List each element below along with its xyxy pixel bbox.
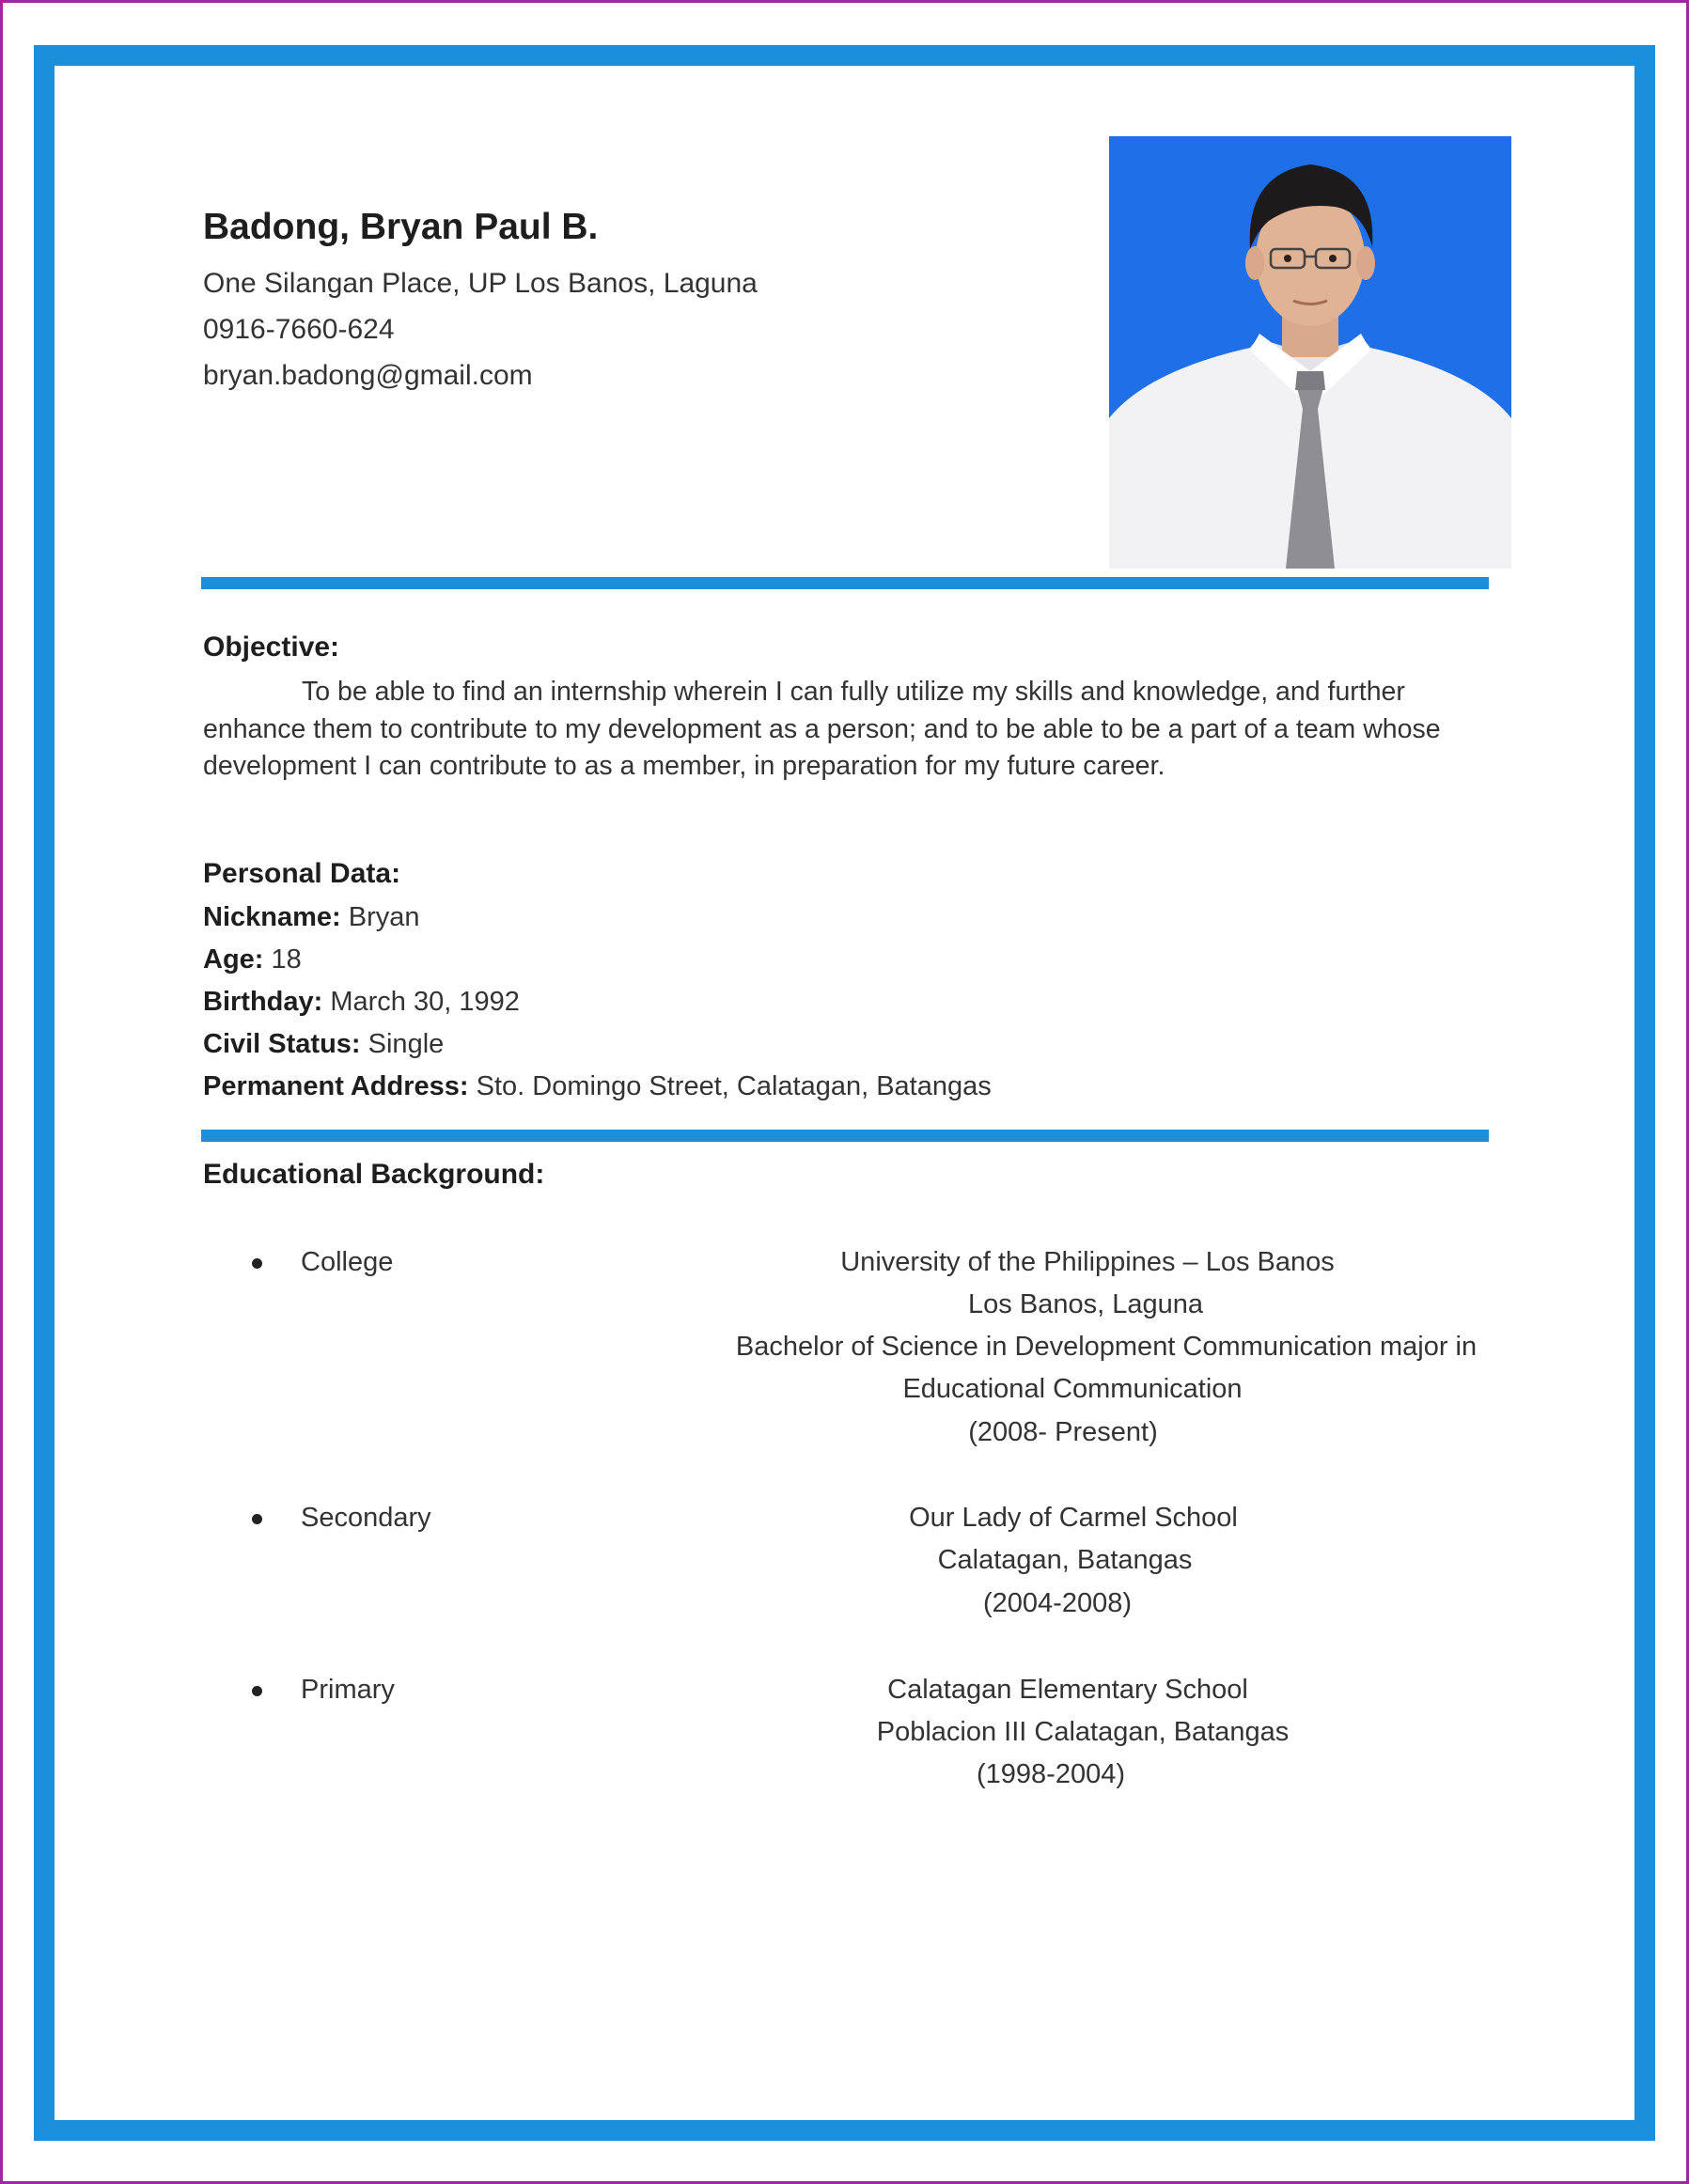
field-label: Civil Status: [203, 1029, 361, 1059]
school-line: Los Banos, Laguna [968, 1289, 1203, 1319]
bullet-icon [252, 1686, 262, 1696]
education-level-primary: Primary [301, 1675, 395, 1705]
school-line: (2004-2008) [983, 1588, 1132, 1618]
permanent-address-line [203, 1071, 992, 1102]
birthday-line [203, 987, 520, 1018]
personal-divider [201, 1130, 1489, 1142]
field-label: Birthday: [203, 987, 323, 1017]
field-value: March 30, 1992 [322, 987, 520, 1017]
field-value: Bryan [340, 902, 420, 932]
objective-heading: Objective: [203, 632, 340, 663]
address-line: One Silangan Place, UP Los Banos, Laguna [203, 268, 758, 299]
field-value: 18 [263, 944, 302, 975]
education-level-secondary: Secondary [301, 1503, 431, 1533]
field-value: Single [360, 1029, 445, 1059]
school-line: Bachelor of Science in Development Communication major in [735, 1332, 1478, 1362]
field-value: Sto. Domingo Street, Calatagan, Batangas [468, 1071, 992, 1101]
nickname-line [203, 902, 420, 933]
civil-status-line [203, 1029, 444, 1060]
education-heading: Educational Background: [203, 1159, 545, 1190]
header-divider [201, 577, 1489, 589]
field-label: Permanent Address: [203, 1071, 469, 1101]
school-line: (1998-2004) [977, 1759, 1125, 1789]
portrait-illustration [1109, 136, 1511, 569]
email-line: bryan.badong@gmail.com [203, 360, 533, 391]
school-line: Educational Communication [902, 1374, 1243, 1404]
school-line: (2008- Present) [968, 1417, 1158, 1447]
school-line: University of the Philippines – Los Banos [840, 1247, 1335, 1277]
bullet-icon [252, 1514, 262, 1524]
bullet-icon [252, 1258, 262, 1269]
applicant-name: Badong, Bryan Paul B. [203, 207, 599, 247]
phone-line: 0916-7660-624 [203, 314, 395, 345]
personal-data-heading: Personal Data: [203, 858, 401, 889]
school-line: Calatagan, Batangas [937, 1545, 1193, 1575]
school-line: Poblacion III Calatagan, Batangas [876, 1717, 1290, 1747]
education-level-college: College [301, 1247, 394, 1277]
objective-text: To be able to find an internship wherein I can fully utilize my skills and knowledge, and further enhance them to contribute to my development as a person; and to be able to be a part of a team whose development I can contribute to as a member, in preparation for my future career. [203, 677, 1441, 781]
school-line: Calatagan Elementary School [887, 1675, 1248, 1705]
field-label: Age: [203, 944, 264, 975]
age-line [203, 944, 302, 975]
field-label: Nickname: [203, 902, 341, 932]
school-line: Our Lady of Carmel School [909, 1503, 1238, 1533]
applicant-photo [1109, 136, 1511, 569]
